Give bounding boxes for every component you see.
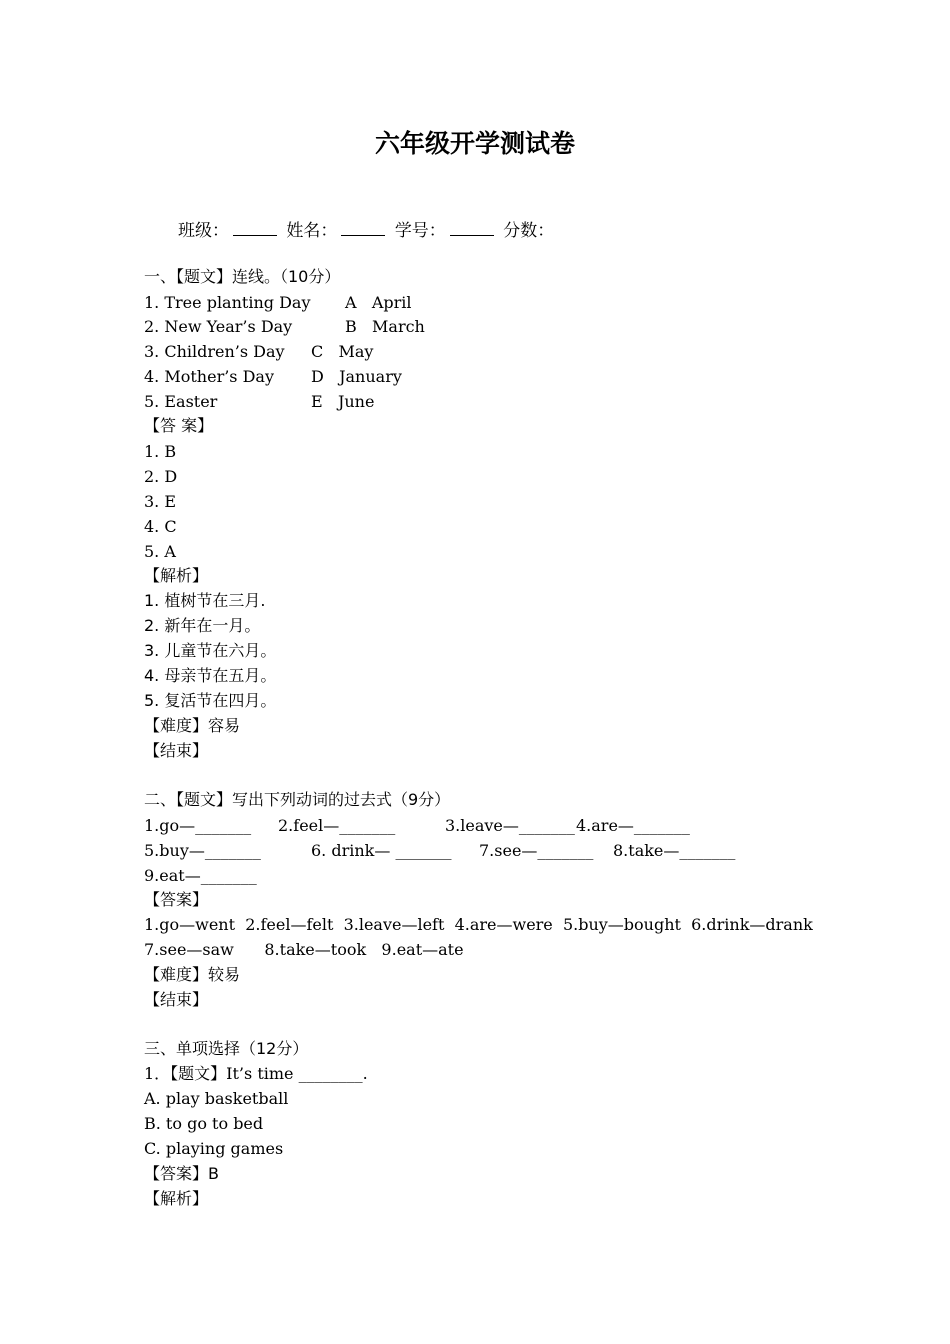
option: A. play basketball [144,1089,289,1108]
score-label: 分数： [503,221,555,241]
answer-line: 7.see—saw 8.take—took 9.eat—ate [144,940,464,959]
analysis-label: 【解析】 [144,1189,209,1208]
answer-item: 5. A [144,542,176,561]
match-left-item: 1. Tree planting Day [144,293,311,312]
class-blank [233,221,277,236]
match-left-item: 4. Mother’s Day [144,367,275,386]
end-marker: 【结束】 [144,741,209,760]
match-right-item: A April [345,293,412,312]
answer-item: 4. C [144,517,177,536]
number-label: 学号： [394,221,446,241]
match-right-item: B March [345,317,425,336]
match-right-item: D January [311,367,402,386]
name-blank [341,221,385,236]
option: B. to go to bed [144,1114,264,1133]
verb-item: 6. drink— _______ [311,841,452,860]
page-title: 六年级开学测试卷 [374,129,575,158]
analysis-item: 3. 儿童节在六月。 [144,641,277,660]
difficulty: 【难度】较易 [144,965,241,984]
question: 1．【题文】It’s time ________. [144,1064,368,1083]
verb-item: 3.leave—_______ [445,816,575,835]
class-label: 班级： [178,221,229,241]
analysis-label: 【解析】 [144,566,209,585]
answer-line: 1.go—went 2.feel—felt 3.leave—left 4.are—were 5.buy—bought 6.drink—drank [144,915,813,934]
difficulty: 【难度】容易 [144,716,241,735]
answer-label: 【答案】 [144,890,209,909]
option: C. playing games [144,1139,284,1158]
verb-item: 8.take—_______ [613,841,736,860]
analysis-item: 4. 母亲节在五月。 [144,666,277,685]
analysis-item: 1. 植树节在三月. [144,591,266,610]
answer-item: 1. B [144,442,177,461]
match-left-item: 2. New Year’s Day [144,317,293,336]
section1-heading: 一、【题文】连线。（10分） [144,267,341,286]
verb-item: 7.see—_______ [479,841,594,860]
section3-heading: 三、单项选择（12分） [144,1039,309,1058]
verb-item: 9.eat—_______ [144,866,257,885]
answer-label: 【答 案】 [144,416,214,435]
match-left-item: 5. Easter [144,392,218,411]
match-right-item: E June [311,392,375,411]
match-right-item: C May [311,342,374,361]
verb-item: 2.feel—_______ [278,816,396,835]
verb-item: 1.go—_______ [144,816,252,835]
answer-item: 3. E [144,492,177,511]
verb-item: 4.are—_______ [576,816,690,835]
name-label: 姓名： [286,221,338,241]
student-info-line [178,216,554,241]
analysis-item: 2. 新年在一月。 [144,616,261,635]
verb-item: 5.buy—_______ [144,841,261,860]
section2-heading: 二、【题文】写出下列动词的过去式（9分） [144,790,451,809]
answer-item: 2. D [144,467,178,486]
analysis-item: 5. 复活节在四月。 [144,691,277,710]
number-blank [450,221,494,236]
end-marker: 【结束】 [144,990,209,1009]
answer: 【答案】B [144,1164,219,1183]
match-left-item: 3. Children’s Day [144,342,285,361]
